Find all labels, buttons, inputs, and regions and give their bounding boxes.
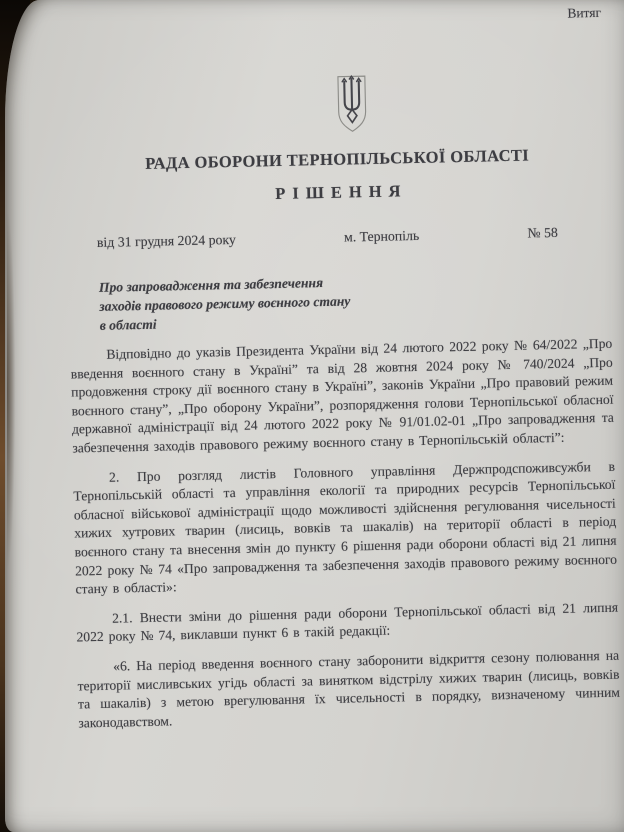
ukraine-trident-emblem-icon [332, 74, 371, 135]
document-type-title: РІШЕННЯ [275, 181, 408, 204]
body-paragraph: 2. Про розгляд листів Головного управління Держпродспоживсужби в Тернопільській області та управління екології та природних ресурсів Тернопільської обласної військової адміністрації щодо можливості здійснення регулювання чисельності хижих хутрових тварин (лисиць, вовків та шакалів) на території області в період воєнного стану та внесення змін до пункту 6 рішення ради оборони області від 21 липня 2022 року № 74 «Про запровадження та забезпечення заходів правового режиму воєнного стану в області»: [73, 458, 618, 597]
paper-edge-curve [7, 150, 21, 633]
document-body [70, 335, 620, 733]
document-place: м. Тернопіль [343, 227, 420, 245]
extract-label: Витяг [567, 4, 602, 21]
subject-line: Про запровадження та забезпечення [98, 275, 324, 295]
document-number: № 58 [527, 224, 558, 241]
document-subject [99, 267, 612, 335]
organization-title: РАДА ОБОРОНИ ТЕРНОПІЛЬСЬКОЇ ОБЛАСТІ [145, 145, 530, 173]
meta-row [68, 224, 610, 252]
document-paper [5, 0, 624, 832]
emblem-container [64, 69, 607, 146]
subject-line: заходів правового режиму воєнного стану [99, 293, 351, 314]
body-paragraph: Відповідно до указів Президента України від 24 лютого 2022 року № 64/2022 „Про введення воєнного стану в Україні” та від 28 жовтня 2024 року № 740/2024 „Про продовження строку дії воєнного стану в Україні”, законів України „Про правовий режим воєнного стану”, „Про оборону України”, розпорядження голови Тернопільської обласної державної адміністрації від 24 лютого 2022 року № 91/01.02-01 „Про запровадження та забезпечення заходів правового режиму воєнного стану в Тернопільській області”: [70, 335, 615, 456]
body-paragraph: 2.1. Внести зміни до рішення ради оборони Тернопільської області від 21 липня 2022 року № 74, виклавши пункт 6 в такій редакції: [76, 599, 619, 645]
document-content [63, 0, 621, 733]
document-date: від 31 грудня 2024 року [96, 231, 236, 250]
body-paragraph: «6. На період введення воєнного стану заборонити відкриття сезону полювання на території мисливських угідь області за винятком відстрілу хижих тварин (лисиць, вовків та шакалів) з метою врегулювання їх чисельності в порядку, визначеному чинним законодавством. [77, 647, 621, 731]
subject-line: в області [99, 316, 157, 333]
